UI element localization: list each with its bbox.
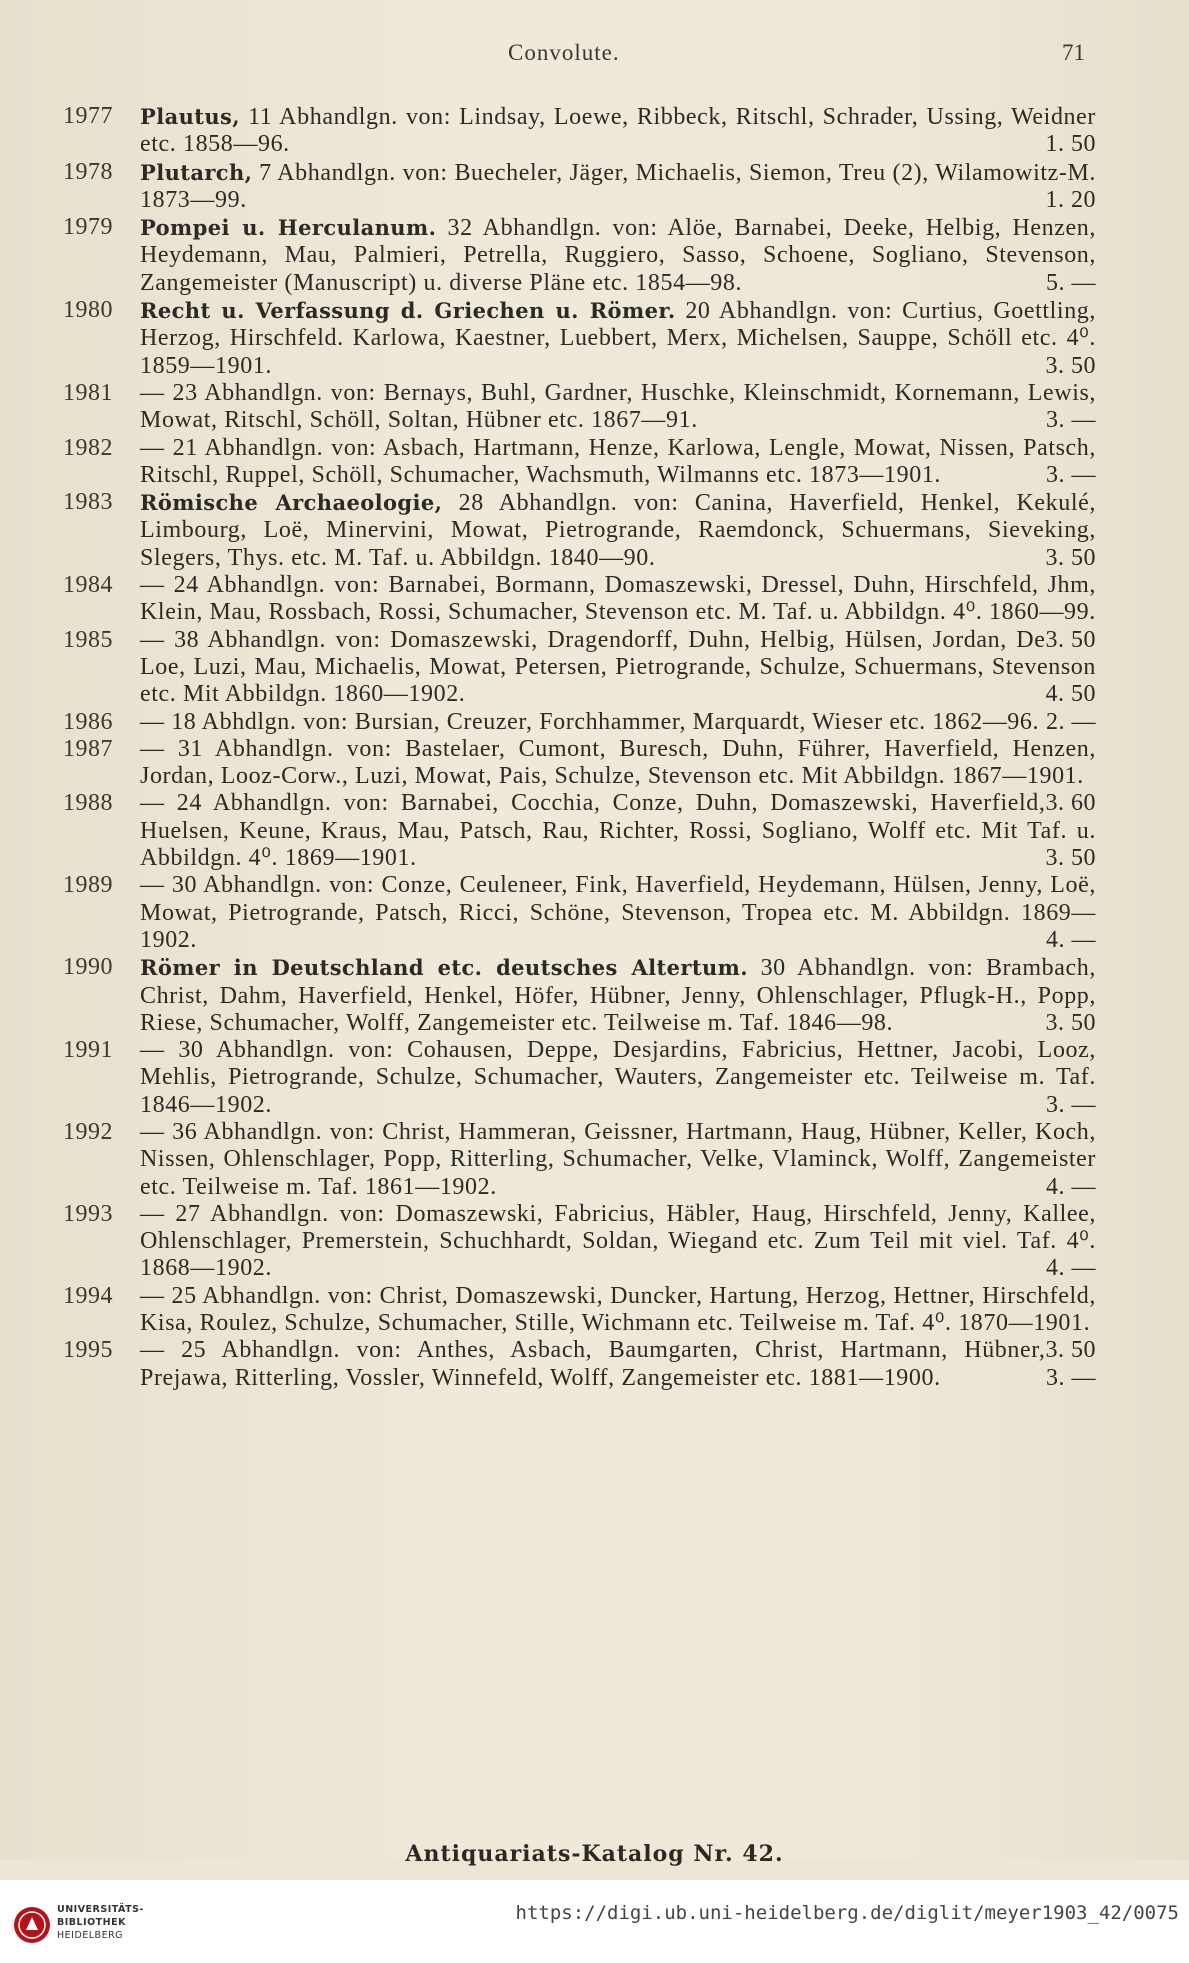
entry-number: 1993 bbox=[63, 1200, 113, 1227]
catalog-entry bbox=[0, 380, 1189, 435]
entry-number: 1983 bbox=[63, 489, 113, 516]
catalog-entry bbox=[0, 709, 1189, 736]
entry-number: 1995 bbox=[63, 1337, 113, 1364]
entry-description bbox=[140, 1201, 1096, 1283]
entry-number: 1982 bbox=[63, 434, 113, 461]
page-number: 71 bbox=[1062, 40, 1085, 65]
entry-text: — 24 Abhandlgn. von: Barnabei, Bormann, Domaszewski, Dressel, Duhn, Hirschfeld, Jhm, Klein, Mau, Rossbach, Rossi, Schumacher, Stevenson etc. M. Taf. u. Abbildgn. 4⁰. 1860—99. bbox=[140, 572, 1096, 626]
entry-text: — 25 Abhandlgn. von: Anthes, Asbach, Baumgarten, Christ, Hartmann, Hübner, Prejawa, Ritterling, Vossler, Winnefeld, Wolff, Zangemeister etc. 1881—1900. bbox=[140, 1337, 1046, 1391]
entry-number: 1988 bbox=[63, 790, 113, 817]
entry-number: 1989 bbox=[63, 872, 113, 899]
entry-description bbox=[140, 954, 1096, 1037]
catalog-entry bbox=[0, 627, 1189, 709]
entry-text: — 30 Abhandlgn. von: Cohausen, Deppe, Desjardins, Fabricius, Hettner, Jacobi, Looz, Mehlis, Pietrogrande, Schulze, Schumacher, Wauters, Zangemeister etc. Teilweise m. Taf. 1846—1902. bbox=[140, 1037, 1096, 1118]
entry-text: 32 Abhandlgn. von: Alöe, Barnabei, Deeke, Helbig, Henzen, Heydemann, Mau, Palmieri, Petrella, Ruggiero, Sasso, Schoene, Sogliano, Stevenson, Zangemeister (Manuscript) u. diverse Pläne etc. 1854—98. bbox=[140, 215, 1096, 296]
entry-description bbox=[140, 790, 1096, 872]
entry-price: 2. — bbox=[1046, 708, 1096, 735]
running-title: Convolute. bbox=[508, 40, 620, 65]
catalog-entry bbox=[0, 872, 1189, 954]
catalog-entry bbox=[0, 954, 1189, 1037]
entry-number: 1978 bbox=[63, 158, 113, 185]
entry-number: 1981 bbox=[63, 379, 113, 406]
entry-description bbox=[140, 214, 1096, 297]
entry-text: — 23 Abhandlgn. von: Bernays, Buhl, Gardner, Huschke, Kleinschmidt, Kornemann, Lewis, Mowat, Ritschl, Schöll, Soltan, Hübner etc. 1867—91. bbox=[140, 379, 1096, 434]
catalog-entry bbox=[0, 1337, 1189, 1392]
entry-subject: Plutarch, bbox=[140, 159, 253, 185]
entry-text: — 27 Abhandlgn. von: Domaszewski, Fabricius, Häbler, Haug, Hirschfeld, Jenny, Kallee, Ohlenschlager, Premerstein, Schuchhardt, Soldan, Wiegand etc. Zum Teil mit viel. Taf. 4⁰. 1868—1902. bbox=[140, 1200, 1096, 1282]
catalog-entry bbox=[0, 1201, 1189, 1283]
entry-number: 1992 bbox=[63, 1118, 113, 1145]
entry-description bbox=[140, 435, 1096, 490]
entry-number: 1987 bbox=[63, 735, 113, 762]
entry-text: — 38 Abhandlgn. von: Domaszewski, Dragendorff, Duhn, Helbig, Hülsen, Jordan, De Loe, Luzi, Mau, Michaelis, Mowat, Petersen, Pietrogrande, Schulze, Schuermans, Stevenson etc. Mit Abbildgn. 1860—1902. bbox=[140, 626, 1096, 708]
entry-number: 1984 bbox=[63, 572, 113, 599]
catalog-title: Antiquariats-Katalog Nr. 42. bbox=[405, 1841, 784, 1867]
catalog-entry bbox=[0, 1037, 1189, 1119]
entry-text: — 31 Abhandlgn. von: Bastelaer, Cumont, Buresch, Duhn, Führer, Haverfield, Henzen, Jordan, Looz-Corw., Luzi, Mowat, Pais, Schulze, Stevenson etc. Mit Abbildgn. 1867—1901. bbox=[140, 735, 1096, 790]
entry-price: 3. — bbox=[1046, 461, 1096, 488]
entry-subject: Pompei u. Herculanum. bbox=[140, 215, 437, 241]
entry-price: 4. — bbox=[1046, 1173, 1096, 1200]
entry-price: 3. 60 bbox=[1045, 790, 1096, 817]
entry-description bbox=[140, 735, 1096, 817]
entry-price: 5. — bbox=[1046, 269, 1096, 296]
entry-price: 1. 50 bbox=[1045, 131, 1096, 158]
entry-price: 4. — bbox=[1046, 1255, 1096, 1282]
entry-number: 1991 bbox=[63, 1037, 113, 1064]
entry-description bbox=[140, 297, 1096, 380]
entry-text: 30 Abhandlgn. von: Brambach, Christ, Dahm, Haverfield, Henkel, Höfer, Hübner, Jenny, Ohlenschlager, Pflugk-H., Popp, Riese, Schumacher, Wolff, Zangemeister etc. Teilweise m. Taf. 1846—98. bbox=[140, 955, 1096, 1036]
catalog-entry bbox=[0, 159, 1189, 215]
entry-number: 1977 bbox=[63, 103, 113, 129]
entry-price: 4. — bbox=[1046, 926, 1096, 953]
entry-description bbox=[140, 572, 1096, 653]
entry-text: 28 Abhandlgn. von: Canina, Haverfield, Henkel, Kekulé, Limbourg, Loë, Minervini, Mowat, Pietrogrande, Raemdonck, Schuermans, Sieveking, Slegers, Thys. etc. M. Taf. u. Abbildgn. 1840—90. bbox=[140, 490, 1096, 571]
entry-description bbox=[140, 380, 1096, 435]
entry-price: 3. — bbox=[1046, 1364, 1096, 1391]
entry-description bbox=[140, 872, 1096, 954]
catalog-entry bbox=[0, 103, 1189, 159]
entry-subject: Plautus, bbox=[140, 104, 240, 129]
library-name-line3: HEIDELBERG bbox=[57, 1930, 124, 1941]
entry-text: — 24 Abhandlgn. von: Barnabei, Cocchia, Conze, Duhn, Domaszewski, Haverfield, Huelsen, Keune, Kraus, Mau, Patsch, Rau, Richter, Rossi, Sogliano, Wolff etc. Mit Taf. u. Abbildgn. 4⁰. 1869—1901. bbox=[140, 790, 1096, 872]
entry-description bbox=[140, 1037, 1096, 1119]
library-name-line2: BIBLIOTHEK bbox=[57, 1917, 126, 1928]
entry-subject: Recht u. Verfassung d. Griechen u. Römer. bbox=[140, 298, 676, 324]
entry-price: 4. 50 bbox=[1045, 681, 1096, 708]
entry-number: 1985 bbox=[63, 626, 113, 653]
entry-price: 3. 50 bbox=[1045, 352, 1096, 379]
entry-price: 1. 20 bbox=[1045, 186, 1096, 213]
library-name-line1: UNIVERSITÄTS- bbox=[57, 1904, 144, 1915]
entry-description bbox=[140, 159, 1096, 215]
entry-number: 1990 bbox=[63, 954, 113, 981]
catalog-entries bbox=[0, 103, 1189, 1392]
entry-number: 1979 bbox=[63, 214, 113, 241]
entry-description bbox=[140, 489, 1096, 572]
entry-description bbox=[140, 627, 1096, 709]
entry-price: 3. — bbox=[1046, 407, 1096, 434]
entry-price: 3. — bbox=[1046, 1091, 1096, 1118]
entry-description bbox=[140, 103, 1096, 159]
entry-text: — 25 Abhandlgn. von: Christ, Domaszewski, Duncker, Hartung, Herzog, Hettner, Hirschfeld, Kisa, Roulez, Schulze, Schumacher, Stille, Wichmann etc. Teilweise m. Taf. 4⁰. 1870—1901. bbox=[140, 1282, 1096, 1337]
library-footer-bar bbox=[0, 1880, 1189, 1963]
catalog-entry bbox=[0, 214, 1189, 297]
entry-number: 1980 bbox=[63, 297, 113, 324]
catalog-entry bbox=[0, 435, 1189, 490]
entry-text: 20 Abhandlgn. von: Curtius, Goettling, Herzog, Hirschfeld. Karlowa, Kaestner, Luebbert, Merx, Michelsen, Sauppe, Schöll etc. 4⁰. 1859—1901. bbox=[140, 298, 1096, 379]
university-seal-icon bbox=[13, 1906, 51, 1944]
entry-price: 3. 50 bbox=[1045, 1337, 1096, 1364]
entry-text: — 18 Abhdlgn. von: Bursian, Creuzer, Forchhammer, Marquardt, Wieser etc. 1862—96. bbox=[140, 708, 1040, 735]
entry-number: 1994 bbox=[63, 1282, 113, 1309]
entry-price: 3. 50 bbox=[1045, 626, 1096, 653]
entry-description bbox=[140, 1337, 1096, 1392]
entry-text: 11 Abhandlgn. von: Lindsay, Loewe, Ribbeck, Ritschl, Schrader, Ussing, Weidner etc. 1858—96. bbox=[140, 104, 1096, 158]
catalog-entry bbox=[0, 297, 1189, 380]
entry-subject: Römer in Deutschland etc. deutsches Altertum. bbox=[140, 955, 748, 981]
library-logo bbox=[13, 1902, 153, 1948]
entry-price: 3. 50 bbox=[1045, 1009, 1096, 1036]
entry-price: 3. 50 bbox=[1045, 544, 1096, 571]
catalog-entry bbox=[0, 1119, 1189, 1201]
entry-number: 1986 bbox=[63, 708, 113, 735]
entry-text: 7 Abhandlgn. von: Buecheler, Jäger, Michaelis, Siemon, Treu (2), Wilamowitz-M. 1873—99. bbox=[140, 159, 1096, 213]
entry-text: — 30 Abhandlgn. von: Conze, Ceuleneer, Fink, Haverfield, Heydemann, Hülsen, Jenny, Loë, Mowat, Pietrogrande, Patsch, Ricci, Schöne, Stevenson, Tropea etc. M. Abbildgn. 1869—1902. bbox=[140, 872, 1096, 953]
entry-subject: Römische Archaeologie, bbox=[140, 490, 443, 516]
entry-text: — 36 Abhandlgn. von: Christ, Hammeran, Geissner, Hartmann, Haug, Hübner, Keller, Koch, Nissen, Ohlenschlager, Popp, Ritterling, Schumacher, Velke, Vlaminck, Wolff, Zangemeister etc. Teilweise m. Taf. 1861—1902. bbox=[140, 1118, 1096, 1200]
page-header bbox=[0, 40, 1189, 74]
catalog-entry bbox=[0, 489, 1189, 572]
entry-description bbox=[140, 1119, 1096, 1201]
entry-price: 3. 50 bbox=[1045, 845, 1096, 872]
entry-description bbox=[140, 709, 1096, 736]
catalog-entry bbox=[0, 790, 1189, 872]
entry-text: — 21 Abhandlgn. von: Asbach, Hartmann, Henze, Karlowa, Lengle, Mowat, Nissen, Patsch, Ritschl, Ruppel, Schöll, Schumacher, Wachsmuth, Wilmanns etc. 1873—1901. bbox=[140, 434, 1096, 488]
permalink-url[interactable]: https://digi.ub.uni-heidelberg.de/diglit/meyer1903_42/0075 bbox=[515, 1902, 1179, 1924]
